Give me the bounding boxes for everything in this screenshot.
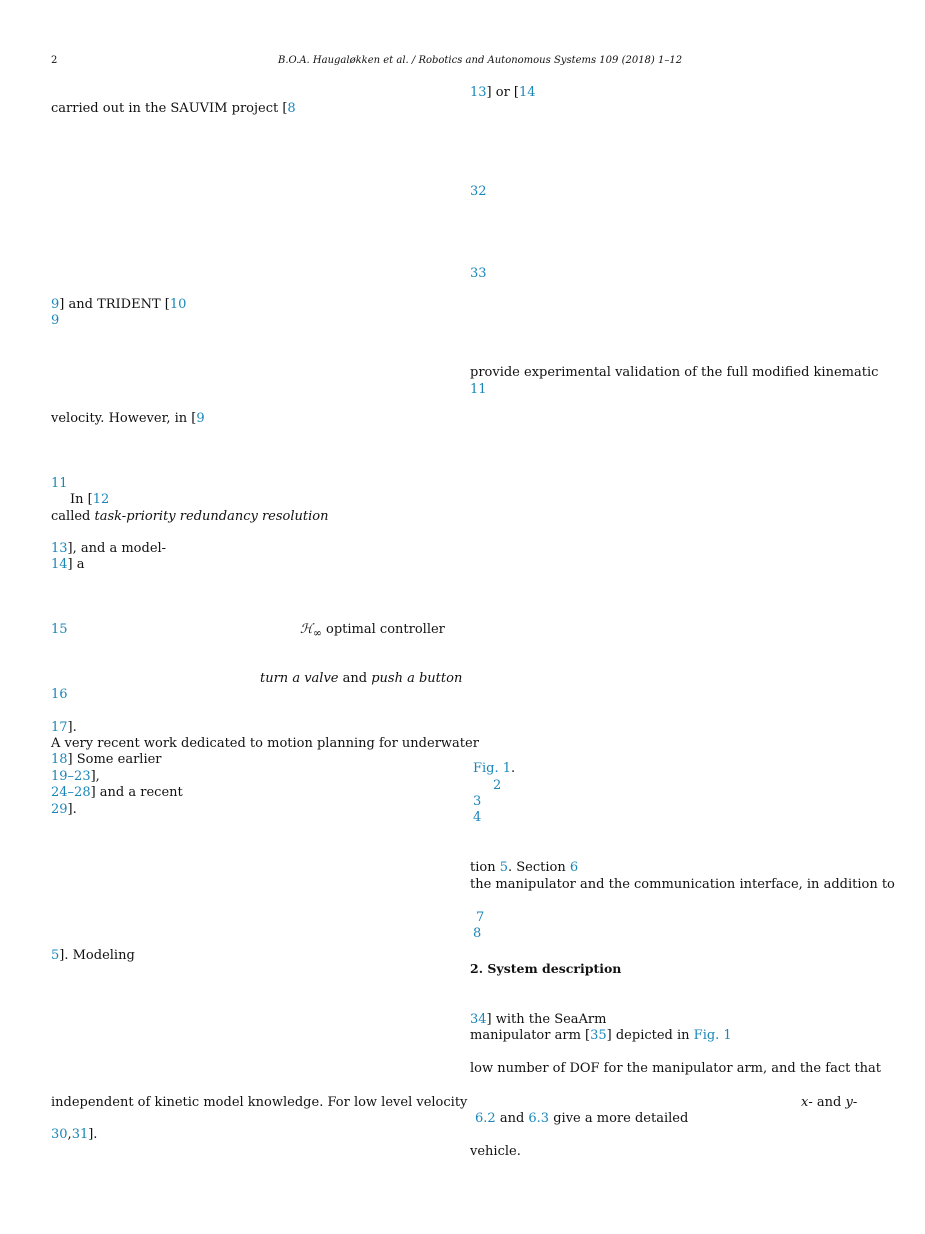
section-link[interactable]: 8 — [473, 926, 482, 941]
left-line: 30,31]. — [51, 1127, 98, 1142]
left-line — [51, 475, 68, 492]
right-line — [473, 793, 481, 810]
citation-link[interactable]: 9 — [51, 313, 60, 328]
citation-link[interactable]: 17 — [51, 720, 68, 735]
section-link[interactable]: 6.3 — [528, 1111, 550, 1126]
figure-link[interactable]: Fig. 1 — [693, 1028, 732, 1043]
citation-link[interactable]: 18 — [51, 752, 68, 767]
left-line: 19–23], — [51, 769, 100, 784]
left-line — [51, 621, 68, 638]
citation-link[interactable]: 11 — [51, 476, 68, 491]
citation-link[interactable]: 5 — [51, 948, 60, 963]
left-line: 18] Some earlier — [51, 752, 162, 767]
right-line: Fig. 1. — [473, 761, 516, 776]
left-line: 17]. — [51, 720, 77, 735]
section-link[interactable]: 6 — [569, 860, 579, 875]
citation-link[interactable]: 12 — [92, 492, 110, 507]
citation-link[interactable]: 28 — [74, 785, 91, 800]
right-line — [470, 265, 487, 282]
citation-link[interactable]: 13 — [51, 541, 68, 556]
page-number: 2 — [51, 55, 58, 66]
right-line: x- and y- — [801, 1095, 858, 1110]
citation-link[interactable]: 8 — [287, 101, 296, 116]
right-line — [476, 909, 484, 926]
citation-link[interactable]: 19 — [51, 769, 68, 784]
right-line: the manipulator and the communication interface, in addition to — [470, 877, 895, 892]
left-line: called task-priority redundancy resolution — [51, 509, 329, 524]
citation-link[interactable]: 33 — [470, 266, 487, 281]
section-link[interactable]: 6.2 — [475, 1111, 496, 1126]
left-line: turn a valve and push a button — [260, 671, 463, 686]
citation-link[interactable]: 31 — [71, 1127, 89, 1142]
left-line: independent of kinetic model knowledge. For low level velocity — [51, 1095, 468, 1110]
left-line: 29]. — [51, 802, 77, 817]
right-line: provide experimental validation of the full modified kinematic — [470, 365, 879, 380]
left-line: A very recent work dedicated to motion planning for underwater — [51, 736, 479, 751]
left-line — [51, 686, 68, 703]
left-line: 14] a — [51, 557, 85, 572]
section-link[interactable]: 2 — [493, 778, 502, 793]
citation-link[interactable]: 35 — [590, 1028, 607, 1043]
left-line — [51, 312, 59, 329]
right-line: low number of DOF for the manipulator arm, and the fact that — [470, 1061, 882, 1076]
section-link[interactable]: 4 — [473, 810, 482, 825]
citation-link[interactable]: 9 — [196, 411, 205, 426]
left-line: 9] and TRIDENT [10 — [51, 297, 187, 312]
right-line — [493, 777, 501, 794]
citation-link[interactable]: 14 — [519, 85, 536, 100]
citation-link[interactable]: 11 — [470, 382, 487, 397]
left-line: 24–28] and a recent — [51, 785, 183, 800]
right-line — [473, 925, 481, 942]
left-line: 5]. Modeling — [51, 948, 135, 963]
citation-link[interactable]: 23 — [74, 769, 91, 784]
left-line: In [12 — [70, 492, 110, 507]
right-line — [473, 809, 481, 826]
citation-link[interactable]: 24 — [51, 785, 68, 800]
citation-link[interactable]: 9 — [51, 297, 60, 312]
citation-link[interactable]: 30 — [51, 1127, 68, 1142]
citation-link[interactable]: 32 — [470, 184, 487, 199]
right-line: 13] or [14 — [470, 85, 536, 100]
citation-link[interactable]: 29 — [51, 802, 68, 817]
left-line: velocity. However, in [9 — [51, 411, 205, 426]
left-line: carried out in the SAUVIM project [8 — [51, 101, 296, 116]
running-head: B.O.A. Haugaløkken et al. / Robotics and Autonomous Systems 109 (2018) 1–12 — [278, 55, 683, 66]
left-line: 13], and a model- — [51, 541, 167, 556]
right-line — [470, 381, 487, 398]
citation-link[interactable]: 10 — [169, 297, 187, 312]
right-line: 34] with the SeaArm — [470, 1012, 607, 1027]
citation-link[interactable]: 15 — [51, 622, 68, 637]
section-link[interactable]: 5 — [499, 860, 508, 875]
citation-link[interactable]: 14 — [51, 557, 68, 572]
figure-link[interactable]: Fig. 1 — [473, 761, 512, 776]
citation-link[interactable]: 34 — [470, 1012, 487, 1027]
math-expression: ℋ$_\infty$ optimal controller — [300, 622, 445, 640]
right-line: 6.2 and 6.3 give a more detailed — [475, 1111, 689, 1126]
section-heading: 2. System description — [470, 961, 622, 976]
right-line: tion 5. Section 6 — [470, 860, 579, 875]
section-link[interactable]: 3 — [473, 794, 482, 809]
citation-link[interactable]: 13 — [470, 85, 487, 100]
right-line: manipulator arm [35] depicted in Fig. 1 — [470, 1028, 732, 1043]
section-link[interactable]: 7 — [476, 910, 485, 925]
citation-link[interactable]: 16 — [51, 687, 68, 702]
right-line: vehicle. — [470, 1144, 521, 1159]
right-line — [470, 183, 487, 200]
